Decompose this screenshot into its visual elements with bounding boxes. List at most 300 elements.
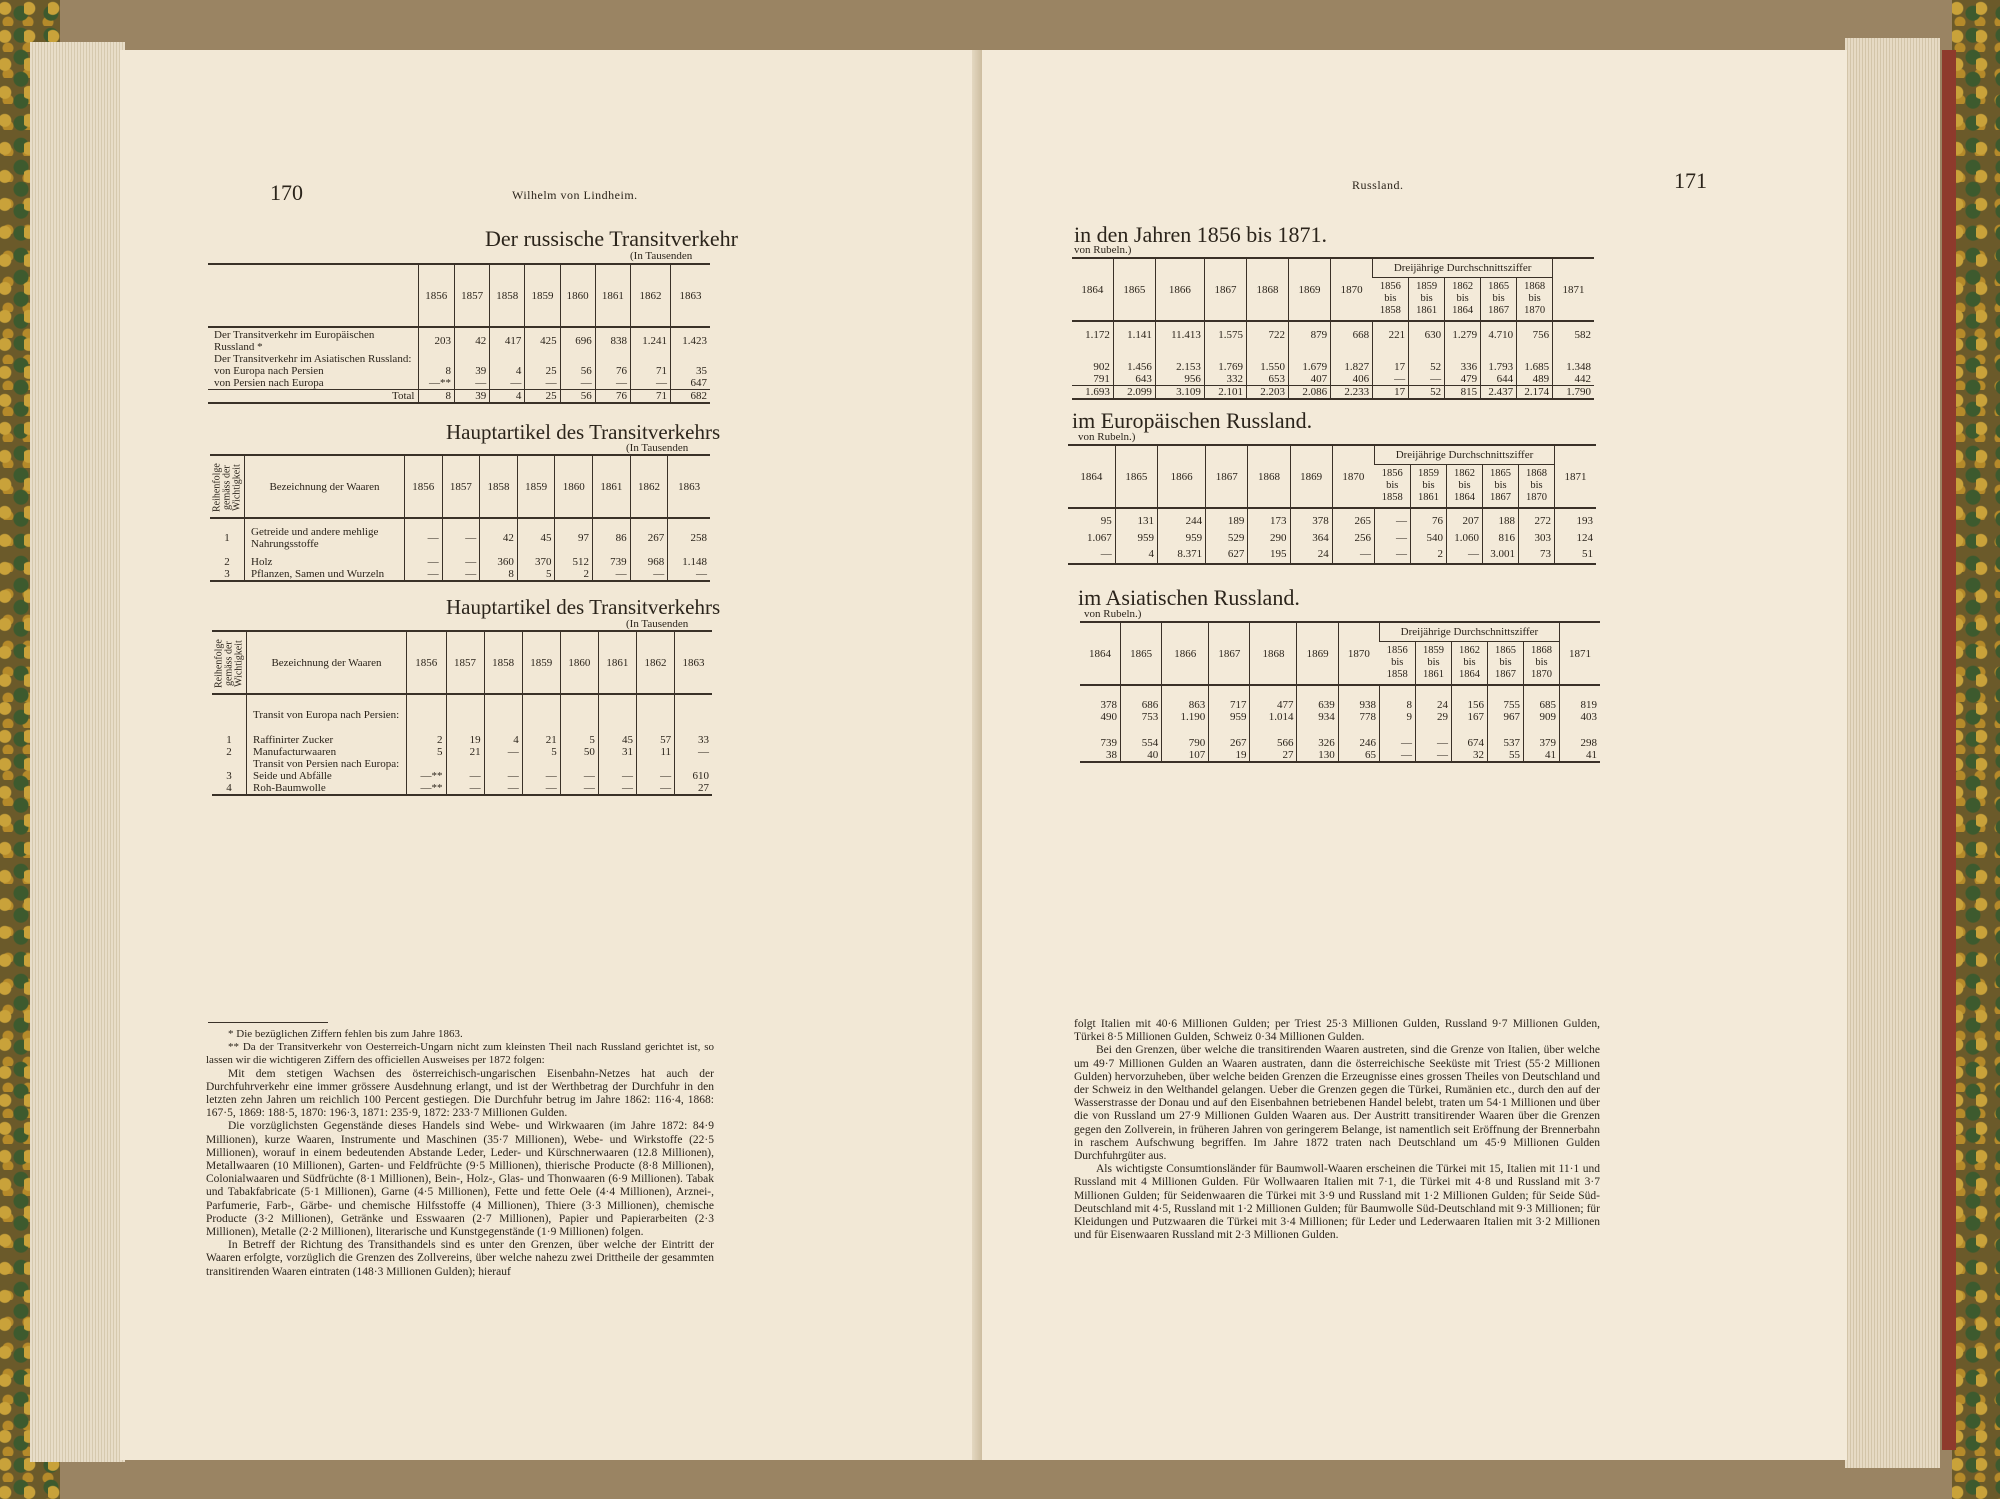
value-cell: — bbox=[1415, 749, 1451, 762]
value-cell bbox=[1379, 685, 1415, 699]
year-header: 1869 bbox=[1297, 623, 1338, 685]
value-cell: — bbox=[484, 746, 522, 758]
range-header: 1865 bis 1867 bbox=[1481, 277, 1517, 321]
value-cell: 2 bbox=[407, 734, 447, 746]
page-number: 170 bbox=[270, 180, 303, 205]
value-cell: 195 bbox=[1248, 544, 1290, 564]
value-cell bbox=[522, 758, 560, 770]
r-table3-title: im Asiatischen Russland. bbox=[1078, 585, 1300, 610]
value-cell bbox=[1209, 723, 1250, 737]
value-cell bbox=[455, 353, 490, 365]
value-cell: 644 bbox=[1481, 373, 1517, 386]
value-cell: — bbox=[455, 377, 490, 390]
paragraph-2: Bei den Grenzen, über welche die transitirenden Waaren austreten, sind die Grenze von Italien, über welche um 49·7 Millionen Gulden an Waaren austraten, dann die österreichische Seeküste mit Triest (55·2 Millionen Gulden) hervorzuheben, über welche beiden Grenzen die Erzeugnisse eines grossen Theiles von Deutschland und der Schweiz in den Welthandel gelangen. Ueber die Grenzen gegen die Türkei, Rumänien etc., durch den auf der Wasserstrasse der Donau und auf den Eisenbahnen betriebenen Handel belebt, traten um 54·1 Millionen und über die von Russland um 27·9 Millionen Gulden Waaren aus. Der Austritt transitirender Waaren über die Grenzen gegen den Zollverein, in früheren Jahren von geringerem Belange, ist namentlich seit Eröffnung der Brennerbahn in raschem Aufschwung begriffen. Im Jahre 1872 traten nach Deutschland um 45·9 Millionen Gulden Durchfuhrgüter aus. bbox=[1074, 1044, 1600, 1163]
value-cell: 3.001 bbox=[1482, 544, 1518, 564]
value-cell: 57 bbox=[636, 734, 674, 746]
total-value: 1.693 bbox=[1072, 386, 1113, 400]
table-row bbox=[208, 377, 710, 390]
table-row bbox=[1068, 508, 1596, 532]
row-label: Raffinirter Zucker bbox=[247, 734, 407, 746]
range-header: 1868 bis 1870 bbox=[1523, 641, 1559, 685]
total-value: 2.437 bbox=[1481, 386, 1517, 400]
total-value: 25 bbox=[525, 390, 560, 404]
value-cell bbox=[1481, 347, 1517, 361]
value-cell bbox=[407, 694, 447, 734]
value-cell: 272 bbox=[1518, 508, 1554, 532]
total-label: Total bbox=[208, 390, 418, 404]
value-cell: 790 bbox=[1162, 737, 1209, 749]
value-cell: 717 bbox=[1209, 699, 1250, 711]
total-value: 2.233 bbox=[1331, 386, 1373, 400]
range-header: 1862 bis 1864 bbox=[1445, 277, 1481, 321]
value-cell: 258 bbox=[668, 518, 710, 556]
range-header: 1859 bis 1861 bbox=[1415, 641, 1451, 685]
year-header: 1866 bbox=[1162, 623, 1209, 685]
total-value: 17 bbox=[1373, 386, 1409, 400]
table-row bbox=[212, 746, 712, 758]
value-cell bbox=[1451, 723, 1487, 737]
value-cell: — bbox=[595, 377, 630, 390]
value-cell: 131 bbox=[1115, 508, 1157, 532]
row-label: Getreide und andere mehlige Nahrungsstoffe bbox=[245, 518, 405, 556]
value-cell: — bbox=[636, 770, 674, 782]
range-header: 1865 bis 1867 bbox=[1482, 464, 1518, 508]
value-cell: — bbox=[442, 556, 480, 568]
value-cell: 1.241 bbox=[630, 327, 670, 353]
running-head: Wilhelm von Lindheim. bbox=[512, 188, 638, 202]
year-header: 1866 bbox=[1155, 259, 1204, 321]
value-cell: 685 bbox=[1523, 699, 1559, 711]
row-label: von Europa nach Persien bbox=[214, 365, 324, 377]
value-cell bbox=[1523, 723, 1559, 737]
value-cell: 27 bbox=[1250, 749, 1297, 762]
table-row bbox=[1080, 749, 1600, 762]
value-cell: 968 bbox=[630, 556, 668, 568]
value-cell: 407 bbox=[1289, 373, 1331, 386]
value-cell bbox=[1250, 723, 1297, 737]
value-cell: — bbox=[1373, 373, 1409, 386]
description-header: Bezeichnung der Waaren bbox=[247, 632, 407, 694]
range-header: 1868 bis 1870 bbox=[1517, 277, 1553, 321]
year-header: 1867 bbox=[1204, 259, 1246, 321]
footnote-2: ** Da der Transitverkehr von Oesterreich-Ungarn nicht zum kleinsten Theil nach Russland gerichtet ist, so lassen wir die wichtigeren Ziffern des officiellen Ausweises per 1872 folgen: bbox=[206, 1041, 714, 1067]
year-header: 1859 bbox=[517, 456, 555, 518]
value-cell: — bbox=[668, 568, 710, 581]
table-row bbox=[1080, 711, 1600, 723]
value-cell bbox=[1120, 685, 1161, 699]
value-cell: — bbox=[442, 518, 480, 556]
table-row bbox=[1068, 544, 1596, 564]
value-cell: 722 bbox=[1246, 321, 1288, 347]
value-cell bbox=[446, 694, 484, 734]
value-cell: 244 bbox=[1158, 508, 1206, 532]
value-cell: 1.067 bbox=[1087, 532, 1112, 544]
range-header: 1862 bis 1864 bbox=[1451, 641, 1487, 685]
value-cell: 17 bbox=[1373, 361, 1409, 373]
table-row bbox=[1072, 361, 1594, 373]
r-table3-subtitle: von Rubeln.) bbox=[1084, 608, 1142, 620]
value-cell: 303 bbox=[1518, 532, 1554, 544]
value-cell: 298 bbox=[1559, 737, 1600, 749]
value-cell: 73 bbox=[1518, 544, 1554, 564]
value-cell: — bbox=[405, 518, 443, 556]
value-cell: 193 bbox=[1554, 508, 1596, 532]
table-row bbox=[1072, 321, 1594, 347]
value-cell: 819 bbox=[1559, 699, 1600, 711]
value-cell bbox=[418, 353, 455, 365]
value-cell bbox=[1415, 723, 1451, 737]
table-row bbox=[1080, 737, 1600, 749]
value-cell: 1.769 bbox=[1204, 361, 1246, 373]
value-cell: 753 bbox=[1120, 711, 1161, 723]
table-row bbox=[1068, 532, 1596, 544]
value-cell: 959 bbox=[1158, 532, 1206, 544]
value-cell: 489 bbox=[1517, 373, 1553, 386]
value-cell: 1.456 bbox=[1113, 361, 1155, 373]
row-label: Transit von Persien nach Europa: bbox=[247, 758, 407, 770]
value-cell bbox=[630, 353, 670, 365]
value-cell bbox=[636, 694, 674, 734]
year-header: 1870 bbox=[1331, 259, 1373, 321]
running-head: Russland. bbox=[1352, 178, 1404, 192]
value-cell: — bbox=[1379, 749, 1415, 762]
value-cell: 8 bbox=[418, 365, 455, 377]
value-cell bbox=[1162, 723, 1209, 737]
value-cell bbox=[1559, 685, 1600, 699]
table2-subtitle: (In Tausenden bbox=[626, 442, 689, 454]
value-cell bbox=[1072, 347, 1113, 361]
table-row bbox=[208, 365, 710, 377]
group-header: Dreijährige Durchschnittsziffer bbox=[1379, 623, 1559, 641]
value-cell: 1.550 bbox=[1246, 361, 1288, 373]
value-cell: 5 bbox=[560, 734, 598, 746]
value-cell bbox=[1338, 685, 1379, 699]
value-cell: 8 bbox=[480, 568, 518, 581]
paragraph-1: Mit dem stetigen Wachsen des österreichisch-ungarischen Eisenbahn-Netzes hat auch der Durchfuhrverkehr eine immer grössere Ausdehnung erlangt, und ist der Werthbetrag der Durchfuhr in den letzten zehn Jahren um reichlich 100 Percent gestiegen. Die Durchfuhr betrug im Jahre 1862: 116·4, 1868: 167·5, 1869: 188·5, 1870: 196·3, 1871: 235·9, 1872: 233·7 Millionen Gulden. bbox=[206, 1067, 714, 1120]
value-cell: 203 bbox=[418, 327, 455, 353]
paragraph-3: In Betreff der Richtung des Transithandels sind es unter den Grenzen, über welche der Eintritt der Waaren erfolgte, vorzüglich die Grenzen des Zollvereins, über welche nahezu zwei Drittheile der gesammten transitirenden Waaren eintraten (148·3 Millionen Gulden); hierauf bbox=[206, 1239, 714, 1278]
year-header: 1863 bbox=[668, 456, 710, 518]
value-cell: 512 bbox=[555, 556, 593, 568]
value-cell: 35 bbox=[671, 365, 710, 377]
total-value: 71 bbox=[630, 390, 670, 404]
value-cell: 27 bbox=[675, 782, 712, 795]
value-cell: 909 bbox=[1523, 711, 1559, 723]
table-row bbox=[208, 353, 710, 365]
rank-cell: 3 bbox=[226, 770, 232, 782]
value-cell: 630 bbox=[1409, 321, 1445, 347]
year-header: 1862 bbox=[636, 632, 674, 694]
value-cell: 124 bbox=[1554, 532, 1596, 544]
group-header: Dreijährige Durchschnittsziffer bbox=[1374, 446, 1554, 464]
row-label: Roh-Baumwolle bbox=[247, 782, 407, 795]
value-cell: 879 bbox=[1289, 321, 1331, 347]
page-block-left bbox=[30, 42, 125, 1462]
value-cell: 653 bbox=[1246, 373, 1288, 386]
value-cell: 24 bbox=[1290, 544, 1332, 564]
value-cell: — bbox=[560, 377, 595, 390]
value-cell: 529 bbox=[1206, 532, 1248, 544]
value-cell bbox=[636, 758, 674, 770]
total-row bbox=[208, 390, 710, 404]
value-cell: — bbox=[446, 770, 484, 782]
value-cell bbox=[1289, 347, 1331, 361]
value-cell: — bbox=[560, 782, 598, 795]
value-cell: 627 bbox=[1206, 544, 1248, 564]
total-value: 76 bbox=[595, 390, 630, 404]
year-header: 1864 bbox=[1068, 446, 1115, 508]
range-header: 1856 bis 1858 bbox=[1373, 277, 1409, 321]
value-cell: 24 bbox=[1415, 699, 1451, 711]
value-cell bbox=[446, 758, 484, 770]
value-cell bbox=[1379, 723, 1415, 737]
r-table2-subtitle: von Rubeln.) bbox=[1078, 431, 1136, 443]
year-header: 1859 bbox=[525, 265, 560, 327]
value-cell: — bbox=[484, 782, 522, 795]
r-table3 bbox=[1080, 623, 1600, 763]
range-header: 1859 bis 1861 bbox=[1409, 277, 1445, 321]
value-cell: 38 bbox=[1080, 749, 1120, 762]
year-header: 1868 bbox=[1248, 446, 1290, 508]
footnote-1: * Die bezüglichen Ziffern fehlen bis zum Jahre 1863. bbox=[228, 1028, 463, 1040]
value-cell bbox=[484, 758, 522, 770]
value-cell: — bbox=[630, 568, 668, 581]
year-header: 1870 bbox=[1338, 623, 1379, 685]
paragraph-2: Die vorzüglichsten Gegenstände dieses Handels sind Webe- und Wirkwaaren (im Jahre 1872: 84·9 Millionen), kurze Waaren, Instrumente und Maschinen (35·7 Millionen), Webe- und Wirkstoffe (22·5 Millionen), worauf in einem bedeutenden Abstande Leder, Leder- und Kürschnerwaaren (12.8 Millionen), Metallwaaren (10 Millionen), Garten- und Feldfrüchte (9·5 Millionen), thierische Producte (8·8 Millionen), Colonialwaaren und Südfrüchte (8·1 Millionen), Bein-, Holz-, Glas- und Thonwaaren (6·9 Millionen). Tabak und Tabakfabricate (5·1 Millionen), Garne (4·5 Millionen), Fette und fette Oele (4·4 Millionen), Arznei-, Parfumerie, Farb-, Gärbe- und chemische Hilfsstoffe (4 Millionen), Thiere (3·3 Millionen), chemische Producte (3·2 Millionen), Getränke und Esswaaren (2·7 Millionen), Papier und Papierarbeiten (2·3 Millionen), Metalle (2·2 Millionen), literarische und Kunstgegenstände (1·9 Millionen) folgen. bbox=[206, 1120, 714, 1239]
cover-edge-right bbox=[1942, 50, 1956, 1450]
range-header: 1862 bis 1864 bbox=[1446, 464, 1482, 508]
value-cell: — bbox=[522, 770, 560, 782]
value-cell: — bbox=[630, 377, 670, 390]
value-cell: 265 bbox=[1332, 508, 1374, 532]
value-cell: 4 bbox=[484, 734, 522, 746]
value-cell: — bbox=[522, 782, 560, 795]
table-row bbox=[212, 734, 712, 746]
value-cell bbox=[1204, 347, 1246, 361]
value-cell bbox=[1487, 685, 1523, 699]
value-cell: 1.190 bbox=[1162, 711, 1209, 723]
value-cell: 55 bbox=[1487, 749, 1523, 762]
value-cell: — bbox=[1068, 544, 1115, 564]
rank-cell: 3 bbox=[210, 568, 245, 581]
r-table2-title: im Europäischen Russland. bbox=[1072, 408, 1313, 433]
right-body-text bbox=[1074, 1018, 1600, 1242]
r-table1-subtitle: von Rubeln.) bbox=[1074, 244, 1132, 256]
rank-cell bbox=[212, 758, 247, 770]
value-cell: 332 bbox=[1204, 373, 1246, 386]
value-cell: 425 bbox=[525, 327, 560, 353]
value-cell: 378 bbox=[1100, 699, 1117, 711]
value-cell bbox=[1415, 685, 1451, 699]
value-cell: 86 bbox=[593, 518, 631, 556]
value-cell: 554 bbox=[1120, 737, 1161, 749]
year-header: 1856 bbox=[407, 632, 447, 694]
value-cell: 71 bbox=[630, 365, 670, 377]
value-cell: 290 bbox=[1248, 532, 1290, 544]
value-cell: 959 bbox=[1209, 711, 1250, 723]
table-row bbox=[1080, 685, 1600, 699]
value-cell: 1.423 bbox=[671, 327, 710, 353]
value-cell: 95 bbox=[1100, 514, 1112, 527]
year-header: 1860 bbox=[555, 456, 593, 518]
total-row bbox=[1072, 386, 1594, 400]
value-cell bbox=[1517, 347, 1553, 361]
value-cell: 19 bbox=[446, 734, 484, 746]
value-cell: 696 bbox=[560, 327, 595, 353]
value-cell: 41 bbox=[1559, 749, 1600, 762]
value-cell: 2 bbox=[555, 568, 593, 581]
rank-cell: 1 bbox=[226, 734, 232, 746]
total-value: 56 bbox=[560, 390, 595, 404]
value-cell: 39 bbox=[455, 365, 490, 377]
value-cell bbox=[525, 353, 560, 365]
value-cell: 25 bbox=[525, 365, 560, 377]
table-row bbox=[212, 770, 712, 782]
total-value: 2.174 bbox=[1517, 386, 1553, 400]
year-header: 1861 bbox=[595, 265, 630, 327]
value-cell: 378 bbox=[1290, 508, 1332, 532]
total-value: 39 bbox=[455, 390, 490, 404]
year-header: 1862 bbox=[630, 456, 668, 518]
value-cell: 107 bbox=[1162, 749, 1209, 762]
total-value: 2.086 bbox=[1289, 386, 1331, 400]
value-cell bbox=[1523, 685, 1559, 699]
rank-cell: 2 bbox=[224, 556, 230, 568]
value-cell bbox=[1209, 685, 1250, 699]
year-header: 1860 bbox=[560, 632, 598, 694]
value-cell: 360 bbox=[480, 556, 518, 568]
value-cell: — bbox=[598, 770, 636, 782]
table-row bbox=[212, 694, 712, 734]
value-cell: 189 bbox=[1206, 508, 1248, 532]
value-cell bbox=[1297, 723, 1338, 737]
group-header: Dreijährige Durchschnittsziffer bbox=[1373, 259, 1553, 277]
value-cell: 326 bbox=[1297, 737, 1338, 749]
value-cell: —** bbox=[407, 782, 447, 795]
value-cell bbox=[1331, 347, 1373, 361]
value-cell bbox=[1250, 685, 1297, 699]
right-page bbox=[982, 50, 1847, 1460]
value-cell: 370 bbox=[517, 556, 555, 568]
r-table2 bbox=[1068, 446, 1596, 565]
value-cell: 5 bbox=[522, 746, 560, 758]
year-header: 1867 bbox=[1209, 623, 1250, 685]
row-label: Der Transitverkehr im Europäischen Russland * bbox=[214, 328, 375, 353]
value-cell: 668 bbox=[1331, 321, 1373, 347]
total-value: 52 bbox=[1409, 386, 1445, 400]
year-header: 1864 bbox=[1072, 259, 1113, 321]
year-header: 1859 bbox=[522, 632, 560, 694]
row-label: von Persien nach Europa bbox=[214, 377, 324, 389]
value-cell bbox=[560, 758, 598, 770]
value-cell bbox=[560, 353, 595, 365]
value-cell: 477 bbox=[1250, 699, 1297, 711]
value-cell: 207 bbox=[1446, 508, 1482, 532]
total-value: 4 bbox=[490, 390, 525, 404]
value-cell: 582 bbox=[1553, 321, 1594, 347]
value-cell bbox=[1080, 685, 1120, 699]
value-cell: 674 bbox=[1451, 737, 1487, 749]
value-cell: — bbox=[490, 377, 525, 390]
value-cell: 956 bbox=[1155, 373, 1204, 386]
value-cell: 639 bbox=[1297, 699, 1338, 711]
value-cell: 11.413 bbox=[1155, 321, 1204, 347]
left-body-text bbox=[206, 1028, 714, 1279]
value-cell: 8 bbox=[1379, 699, 1415, 711]
value-cell: 1.685 bbox=[1517, 361, 1553, 373]
value-cell: 188 bbox=[1482, 508, 1518, 532]
value-cell: 9 bbox=[1379, 711, 1415, 723]
year-header: 1857 bbox=[455, 265, 490, 327]
value-cell: 173 bbox=[1248, 508, 1290, 532]
value-cell: 42 bbox=[455, 327, 490, 353]
value-cell: — bbox=[598, 782, 636, 795]
year-header: 1865 bbox=[1115, 446, 1157, 508]
table-row bbox=[212, 782, 712, 795]
value-cell bbox=[1445, 347, 1481, 361]
value-cell: 1.575 bbox=[1204, 321, 1246, 347]
year-header: 1858 bbox=[484, 632, 522, 694]
year-header: 1862 bbox=[630, 265, 670, 327]
row-label: Seide und Abfälle bbox=[247, 770, 407, 782]
value-cell: 19 bbox=[1209, 749, 1250, 762]
table-row bbox=[210, 518, 710, 556]
value-cell: 336 bbox=[1445, 361, 1481, 373]
value-cell: 540 bbox=[1410, 532, 1446, 544]
table1-title: Der russische Transitverkehr bbox=[485, 226, 738, 251]
total-value: 1.790 bbox=[1553, 386, 1594, 400]
value-cell: 902 bbox=[1093, 361, 1110, 373]
value-cell: 778 bbox=[1338, 711, 1379, 723]
value-cell bbox=[1373, 347, 1409, 361]
table-row bbox=[212, 758, 712, 770]
value-cell: 51 bbox=[1554, 544, 1596, 564]
value-cell: 156 bbox=[1451, 699, 1487, 711]
value-cell: 56 bbox=[560, 365, 595, 377]
value-cell: 479 bbox=[1445, 373, 1481, 386]
table-row bbox=[208, 327, 710, 353]
paragraph-3: Als wichtigste Consumtionsländer für Baumwoll-Waaren erscheinen die Türkei mit 15, Italien mit 11·1 und Russland mit 4 Millionen Gulden. Für Wollwaaren Italien mit 7·1, die Türkei mit 4·8 und Russland mit 3·7 Millionen Gulden; für Seidenwaaren die Türkei mit 3·9 und Russland mit 1·2 Millionen Gulden; für Seide Süd-Deutschland mit 4·5, Russland mit 1·2 Millionen Gulden; für Baumwolle Süd-Deutschland mit 9·3 Millionen; für Kleidungen und Putzwaaren die Türkei mit 3·4 Millionen; für Leder und Lederwaaren Italien mit 3·2 Millionen und für Eisenwaaren Russland mit 2·3 Millionen Gulden. bbox=[1074, 1163, 1600, 1242]
year-header: 1865 bbox=[1120, 623, 1161, 685]
value-cell bbox=[490, 353, 525, 365]
table-row bbox=[1072, 373, 1594, 386]
value-cell: 863 bbox=[1162, 699, 1209, 711]
value-cell bbox=[1451, 685, 1487, 699]
value-cell: 45 bbox=[598, 734, 636, 746]
value-cell: 1.679 bbox=[1289, 361, 1331, 373]
value-cell bbox=[1553, 347, 1594, 361]
value-cell: 647 bbox=[671, 377, 710, 390]
value-cell: 756 bbox=[1517, 321, 1553, 347]
table-row bbox=[1072, 347, 1594, 361]
total-value: 682 bbox=[671, 390, 710, 404]
year-header: 1868 bbox=[1246, 259, 1288, 321]
value-cell: 838 bbox=[595, 327, 630, 353]
value-cell: 938 bbox=[1338, 699, 1379, 711]
value-cell: 1.793 bbox=[1481, 361, 1517, 373]
value-cell bbox=[1080, 723, 1120, 737]
value-cell bbox=[560, 694, 598, 734]
value-cell: — bbox=[1332, 544, 1374, 564]
table-row bbox=[1080, 699, 1600, 711]
value-cell: — bbox=[446, 782, 484, 795]
value-cell: 21 bbox=[446, 746, 484, 758]
table3 bbox=[212, 632, 712, 796]
value-cell: 959 bbox=[1115, 532, 1157, 544]
value-cell: 1.060 bbox=[1446, 532, 1482, 544]
value-cell: — bbox=[636, 782, 674, 795]
value-cell: — bbox=[1446, 544, 1482, 564]
